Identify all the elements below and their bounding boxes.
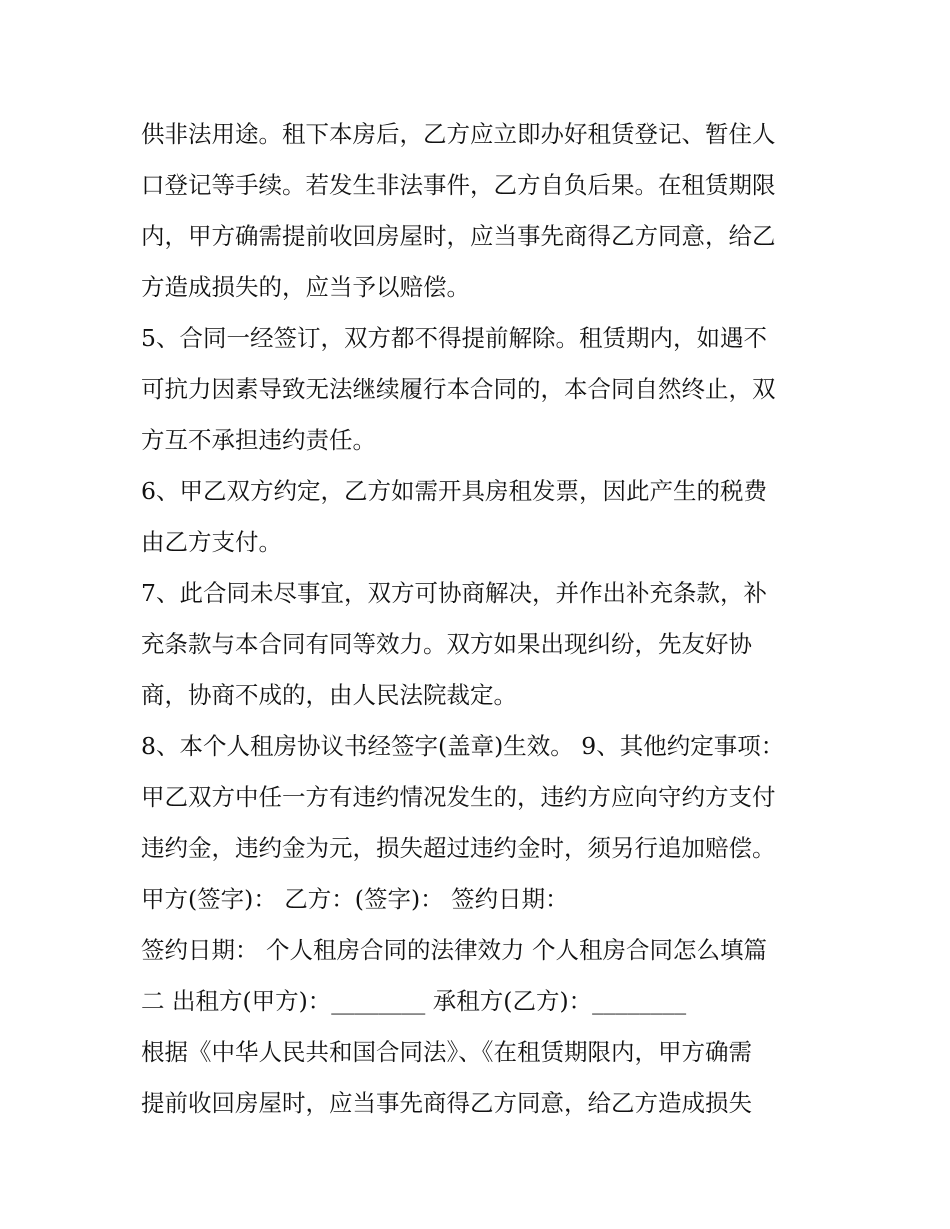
text-line: 方互不承担违约责任。 <box>141 426 376 454</box>
text-line: 由乙方支付。 <box>141 528 282 556</box>
text-line: 内，甲方确需提前收回房屋时，应当事先商得乙方同意，给乙 <box>141 222 776 250</box>
contract-text-body <box>141 109 841 1129</box>
signing-date-line: 签约日期： 个人租房合同的法律效力 个人租房合同怎么填篇 <box>141 936 767 964</box>
text-line: 供非法用途。租下本房后，乙方应立即办好租赁登记、暂住人 <box>141 120 776 148</box>
clause-8-line: 8、本个人租房协议书经签字(盖章)生效。 9、其他约定事项： <box>141 732 785 760</box>
text-line: 商，协商不成的，由人民法院裁定。 <box>141 681 517 709</box>
clause-6-line: 6、甲乙双方约定，乙方如需开具房租发票，因此产生的税费 <box>141 477 767 505</box>
text-line: 可抗力因素导致无法继续履行本合同的，本合同自然终止，双 <box>141 375 776 403</box>
parties-line: 二 出租方(甲方)：________ 承租方(乙方)：________ <box>141 987 687 1015</box>
clause-5-line: 5、合同一经签订，双方都不得提前解除。租赁期内，如遇不 <box>141 324 767 352</box>
text-line: 充条款与本合同有同等效力。双方如果出现纠纷，先友好协 <box>141 630 752 658</box>
text-line: 口登记等手续。若发生非法事件，乙方自负后果。在租赁期限 <box>141 171 776 199</box>
text-line: 违约金，违约金为元，损失超过违约金时，须另行追加赔偿。 <box>141 834 776 862</box>
text-line: 方造成损失的，应当予以赔偿。 <box>141 273 470 301</box>
text-line: 根据《中华人民共和国合同法》、《在租赁期限内，甲方确需 <box>141 1038 752 1066</box>
clause-7-line: 7、此合同未尽事宜，双方可协商解决，并作出补充条款，补 <box>141 579 767 607</box>
signature-line: 甲方(签字)： 乙方：(签字)： 签约日期： <box>141 885 569 913</box>
text-line: 甲乙双方中任一方有违约情况发生的，违约方应向守约方支付 <box>141 783 776 811</box>
text-line: 提前收回房屋时，应当事先商得乙方同意，给乙方造成损失 <box>141 1089 752 1117</box>
